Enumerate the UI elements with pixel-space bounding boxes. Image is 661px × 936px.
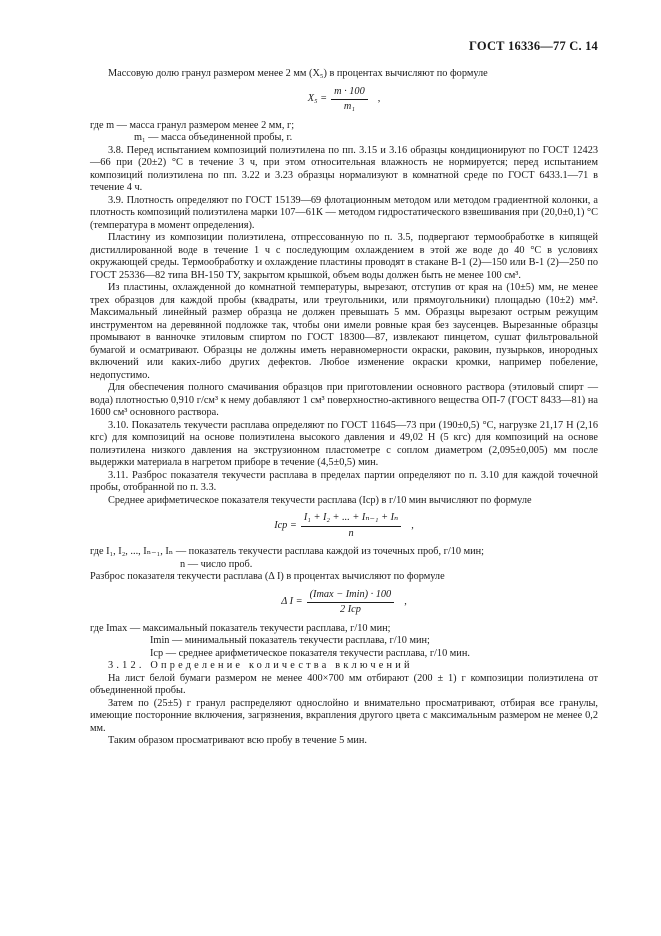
paragraph-sheet: На лист белой бумаги размером не менее 400×700 мм отбирают (200 ± 1) г композиции полиэтилена от объединенной пробы. bbox=[90, 672, 598, 696]
formula-mean-lhs: Iср = bbox=[274, 519, 297, 531]
paragraph-mass-fraction: Массовую долю гранул размером менее 2 мм (X₅) в процентах вычисляют по формуле bbox=[108, 68, 488, 79]
paragraph-spread: Разброс показателя текучести расплава (Δ I) в процентах вычисляют по формуле bbox=[90, 571, 445, 582]
formula-x5-denominator: m₁ bbox=[343, 101, 355, 112]
definition-i-values: где I₁, I₂, ..., Iₙ₋₁, Iₙ — показатель текучести расплава каждой из точечных проб, г/10 мин; bbox=[90, 546, 484, 557]
definition-m1: m₁ — масса объединенной пробы, г. bbox=[134, 132, 293, 143]
document-body bbox=[90, 68, 598, 748]
formula-mean-numerator: I₁ + I₂ + ... + Iₙ₋₁ + Iₙ bbox=[301, 512, 401, 527]
paragraph-wetting: Для обеспечения полного смачивания образцов при приготовлении основного раствора (этиловый спирт — вода) плотностью 0,910 г/см³ к нему добавляют 1 см³ поверхностно-активного вещества ОП-7 (ГОСТ 8433—81) на 1600 см³ основного раствора. bbox=[90, 382, 598, 418]
formula-x5-lhs: X₅ = bbox=[307, 93, 328, 105]
formula-spread-lhs: Δ I = bbox=[281, 596, 303, 608]
definition-icp: Iср — среднее арифметическое показателя текучести расплава, г/10 мин. bbox=[150, 647, 470, 659]
paragraph-3-8: 3.8. Перед испытанием композиций полиэтилена по пп. 3.15 и 3.16 образцы кондиционируют по ГОСТ 12423—66 при (20±2) °С в течение 3 ч, при этом относительная влажность не нормируется; перед испытанием композиций полиэтилена по пп. 3.22 и 3.23 образцы нормализуют в комнатной среде по ГОСТ 6433.1—71 в течение 4 ч. bbox=[90, 144, 598, 193]
formula-x5-tail: , bbox=[377, 93, 381, 105]
definition-imin: Imin — минимальный показатель текучести расплава, г/10 мин; bbox=[150, 635, 430, 646]
paragraph-3-10: 3.10. Показатель текучести расплава определяют по ГОСТ 11645—73 при (190±0,5) °С, нагрузке 21,17 Н (2,16 кгс) для композиций на основе полиэтилена высокого давления и 49,02 Н (5 кгс) для композиций на основе полиэтилена низкого давления на экструзионном пластометре с соплом диаметром (2,095±0,005) мм после выдержки материала в нагретом приборе в течение (4,5±0,5) мин. bbox=[90, 419, 598, 468]
formula-spread-denominator: 2 Iср bbox=[339, 604, 361, 615]
definition-n: n — число проб. bbox=[180, 558, 253, 570]
formula-mean-tail: , bbox=[411, 519, 414, 531]
formula-x5 bbox=[90, 86, 598, 114]
paragraph-3-9: 3.9. Плотность определяют по ГОСТ 15139—69 флотационным методом или методом градиентной колонки, а плотность композиций полиэтилена марки 107—61К — методом гидростатического взвешивания при (20,0±0,1) °С (температура в момент определения). bbox=[90, 194, 598, 231]
section-3-12-heading: 3.12. Определение количества включений bbox=[108, 660, 413, 671]
formula-x5-fraction bbox=[331, 86, 368, 114]
formula-spread-numerator: (Imax − Imin) · 100 bbox=[307, 589, 395, 604]
formula-spread-tail: , bbox=[404, 596, 407, 608]
paragraph-plate: Пластину из композиции полиэтилена, отпрессованную по п. 3.5, подвергают термообработке в кипящей дистиллированной воде в течение 1 ч с последующим охлаждением в этой же воде до 40 °С в условиях окружающей среды. Термообработку и охлаждение пластины проводят в стакане В-1 (2)—150 или В-1 (2)—250 по ГОСТ 25336—82 типа ВН-150 ТУ, закрытом крышкой, объем воды должен быть не менее 100 см³. bbox=[90, 232, 598, 281]
formula-spread bbox=[90, 589, 598, 617]
formula-mean-denominator: n bbox=[348, 527, 354, 539]
formula-mean bbox=[90, 512, 598, 540]
paragraph-final: Таким образом просматривают всю пробу в течение 5 мин. bbox=[108, 735, 367, 746]
definition-m: где m — масса гранул размером менее 2 мм, г; bbox=[90, 119, 295, 131]
page-header: ГОСТ 16336—77 С. 14 bbox=[469, 39, 598, 53]
paragraph-mean: Среднее арифметическое показателя текучести расплава (Iср) в г/10 мин вычисляют по формуле bbox=[108, 494, 532, 506]
formula-mean-fraction bbox=[301, 512, 401, 540]
definition-imax: где Imax — максимальный показатель текучести расплава, г/10 мин; bbox=[90, 622, 391, 634]
paragraph-3-11: 3.11. Разброс показателя текучести расплава в пределах партии определяют по п. 3.10 для каждой точечной пробы, отобранной по п. 3.3. bbox=[90, 469, 598, 493]
paragraph-granules: Затем по (25±5) г гранул распределяют однослойно и внимательно просматривают, отбирая все гранулы, имеющие посторонние включения, загрязнения, вкрапления другого цвета с максимальным размером не менее 0,2 мм. bbox=[90, 697, 598, 734]
formula-x5-numerator: m · 100 bbox=[331, 86, 368, 101]
paragraph-samples: Из пластины, охлажденной до комнатной температуры, вырезают, отступив от края на (10±5) мм, не менее трех образцов для каждой пробы (квадраты, или треугольники, или прямоугольники) площадью (10±2) мм². Максимальный линейный размер образца не должен превышать 5 мм. Образцы вырезают острым режущим инструментом на деревянной подложке так, чтобы они имели ровные края без заусенцев. Вырезанные образцы промывают в ванночке этиловым спиртом по ГОСТ 18300—87, извлекают пинцетом, сушат фильтровальной бумагой и осматривают. Образцы не должны иметь неравномерности окраски, раковин, пузырьков, инородных включений или каких-либо других дефектов. Любое изменение окраски кромки, например побеление, недопустимо. bbox=[90, 282, 598, 381]
formula-spread-fraction bbox=[307, 589, 395, 617]
